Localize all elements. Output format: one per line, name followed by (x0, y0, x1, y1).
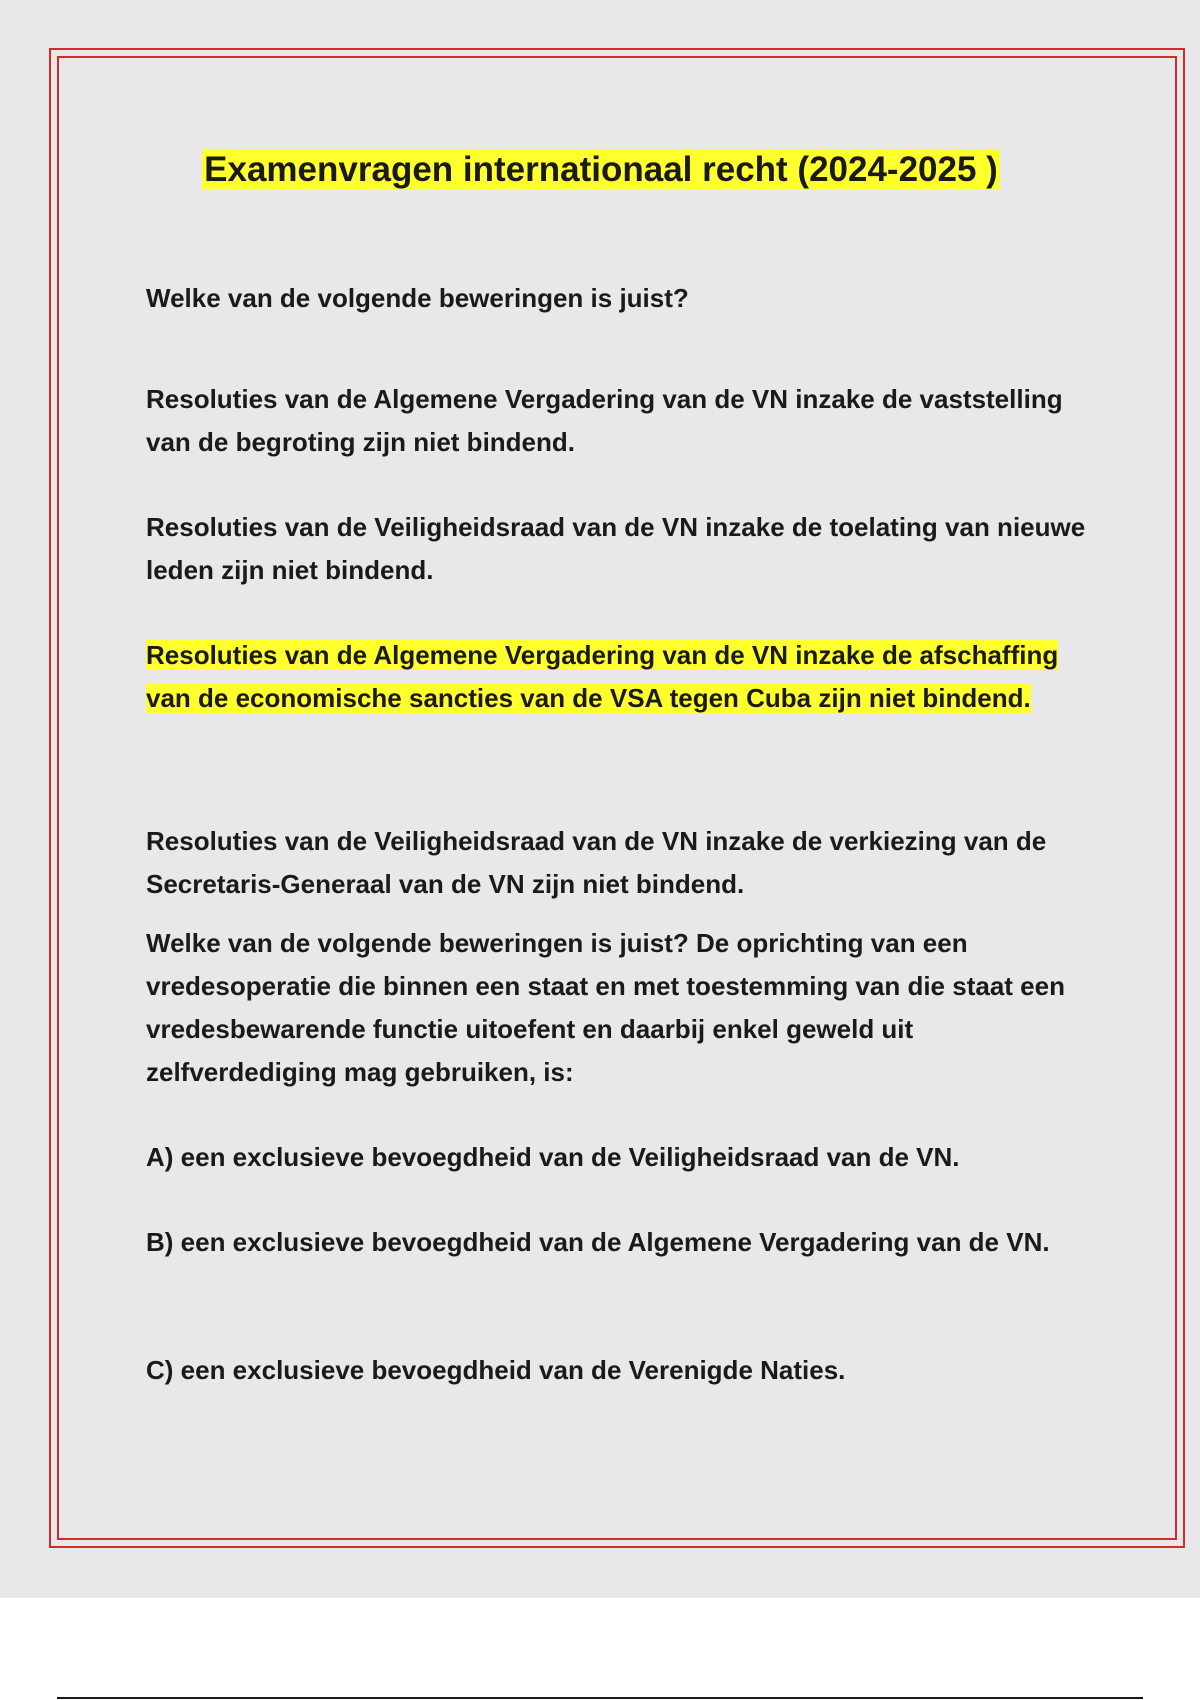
question-1-option-2: Resoluties van de Veiligheidsraad van de VN inzake de toelating van nieuwe leden zijn niet bindend. (146, 512, 1086, 585)
title-container (146, 144, 1056, 196)
page-border-outer (49, 48, 1185, 1548)
highlighted-answer: Resoluties van de Algemene Vergadering van de VN inzake de afschaffing van de economische sancties van de VSA tegen Cuba zijn niet bindend. (146, 640, 1059, 713)
question-1-option-1: Resoluties van de Algemene Vergadering van de VN inzake de vaststelling van de begroting zijn niet bindend. (146, 384, 1063, 457)
question-2-option-b: B) een exclusieve bevoegdheid van de Algemene Vergadering van de VN. (146, 1227, 1050, 1257)
document-title: Examenvragen internationaal recht (2024-2025 ) (204, 150, 998, 189)
question-1-option-4: Resoluties van de Veiligheidsraad van de VN inzake de verkiezing van de Secretaris-Generaal van de VN zijn niet bindend. (146, 826, 1047, 899)
question-2-prompt: Welke van de volgende beweringen is juist? De oprichting van een vredesoperatie die binnen een staat en met toestemming van die staat een vredesbewarende functie uitoefent en daarbij enkel geweld uit zelfverdediging mag gebruiken, is: (146, 928, 1065, 1087)
question-1-prompt: Welke van de volgende beweringen is juist? (146, 283, 689, 313)
footer-divider (57, 1697, 1143, 1699)
question-2-option-c: C) een exclusieve bevoegdheid van de Verenigde Naties. (146, 1355, 846, 1385)
question-2-option-a: A) een exclusieve bevoegdheid van de Veiligheidsraad van de VN. (146, 1142, 960, 1172)
question-1-option-3-highlighted (146, 634, 1086, 720)
